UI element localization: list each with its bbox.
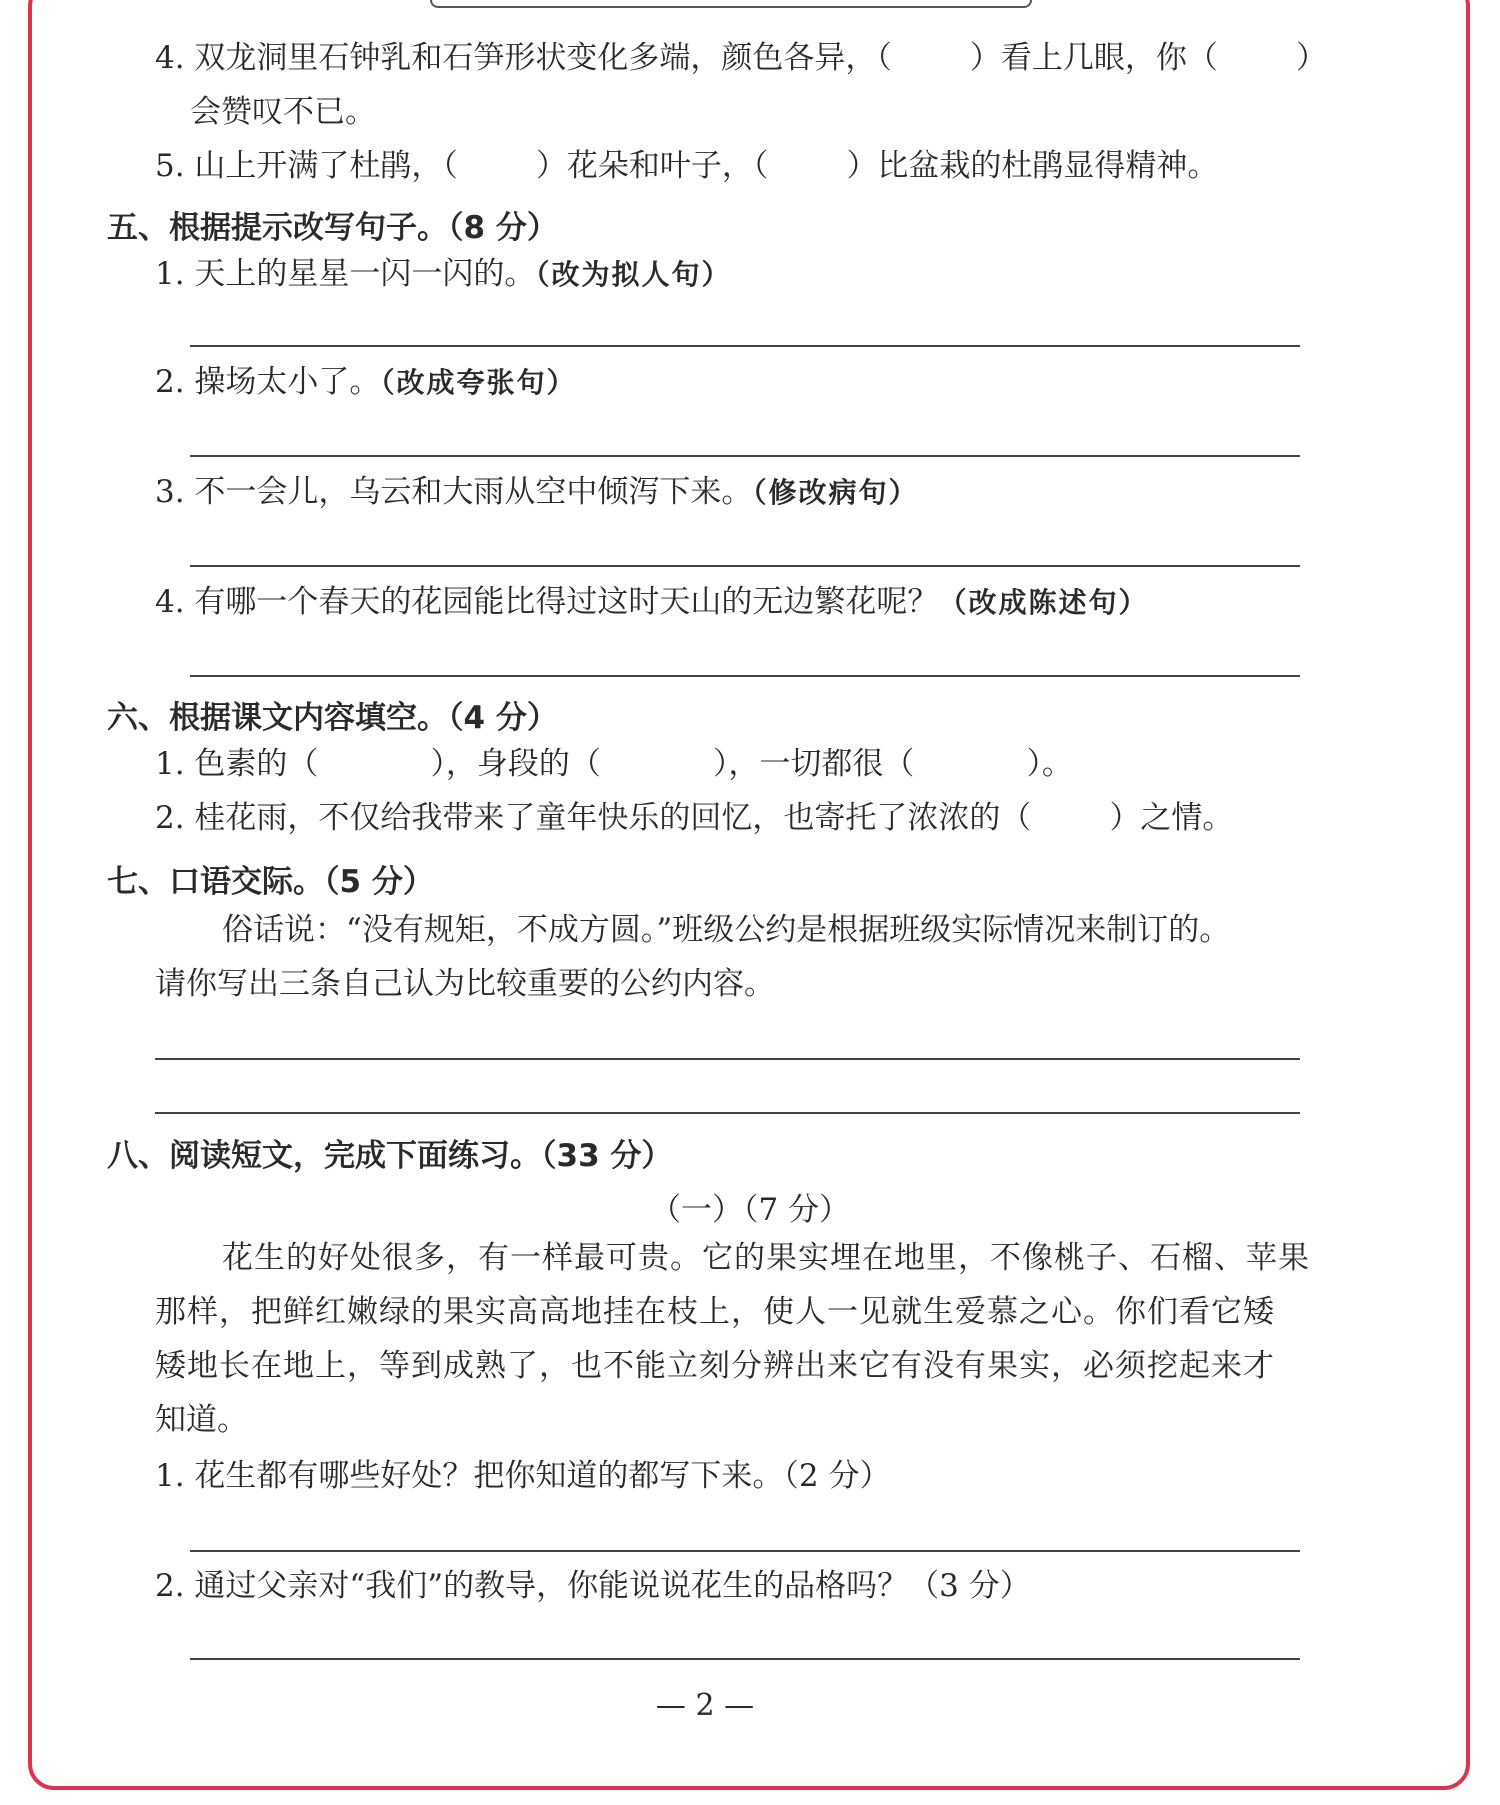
q4-continuation: 会赞叹不已。 — [190, 94, 376, 130]
passage-subtitle: （一）（7 分） — [649, 1192, 851, 1228]
s7-paragraph-2: 请你写出三条自己认为比较重要的公约内容。 — [155, 966, 775, 1002]
s8-q1: 1. 花生都有哪些好处？把你知道的都写下来。（2 分） — [155, 1458, 891, 1494]
s5-item-3: 3. 不一会儿，乌云和大雨从空中倾泻下来。（修改病句） — [155, 474, 919, 510]
q4-line: 4. 双龙洞里石钟乳和石笋形状变化多端，颜色各异，（ ）看上几眼，你（ ） — [155, 40, 1327, 76]
answer-line[interactable] — [190, 565, 1300, 567]
section8-title: 八、阅读短文，完成下面练习。（33 分） — [107, 1138, 673, 1174]
answer-line[interactable] — [155, 1058, 1300, 1060]
s6-q2: 2. 桂花雨，不仅给我带来了童年快乐的回忆，也寄托了浓浓的（ ）之情。 — [155, 800, 1234, 836]
answer-line[interactable] — [190, 455, 1300, 457]
passage-line: 花生的好处很多，有一样最可贵。它的果实埋在地里，不像桃子、石榴、苹果 — [222, 1240, 1310, 1276]
passage-line: 知道。 — [155, 1402, 248, 1438]
section6-title: 六、根据课文内容填空。（4 分） — [107, 700, 558, 736]
passage-line: 矮地长在地上，等到成熟了，也不能立刻分辨出来它有没有果实，必须挖起来才 — [155, 1348, 1275, 1384]
passage-line: 那样，把鲜红嫩绿的果实高高地挂在枝上，使人一见就生爱慕之心。你们看它矮 — [155, 1294, 1275, 1330]
answer-line[interactable] — [190, 345, 1300, 347]
q5-line: 5. 山上开满了杜鹃，（ ）花朵和叶子，（ ）比盆栽的杜鹃显得精神。 — [155, 148, 1219, 184]
s5-item-2: 2. 操场太小了。（改成夸张句） — [155, 364, 577, 400]
answer-line[interactable] — [190, 1658, 1300, 1660]
section7-title: 七、口语交际。（5 分） — [107, 864, 434, 900]
s7-paragraph-1: 俗话说：“没有规矩，不成方圆。”班级公约是根据班级实际情况来制订的。 — [222, 912, 1231, 948]
answer-line[interactable] — [190, 1550, 1300, 1552]
s5-item-1: 1. 天上的星星一闪一闪的。（改为拟人句） — [155, 256, 732, 292]
s5-item-4: 4. 有哪一个春天的花园能比得过这时天山的无边繁花呢？（改成陈述句） — [155, 584, 1149, 620]
answer-line[interactable] — [155, 1112, 1300, 1114]
header-decoration — [430, 0, 1032, 8]
page-number: — 2 — — [655, 1688, 755, 1723]
section5-title: 五、根据提示改写句子。（8 分） — [107, 210, 558, 246]
s6-q1: 1. 色素的（ ），身段的（ ），一切都很（ ）。 — [155, 746, 1073, 782]
answer-line[interactable] — [190, 675, 1300, 677]
s8-q2: 2. 通过父亲对“我们”的教导，你能说说花生的品格吗？（3 分） — [155, 1568, 1031, 1604]
